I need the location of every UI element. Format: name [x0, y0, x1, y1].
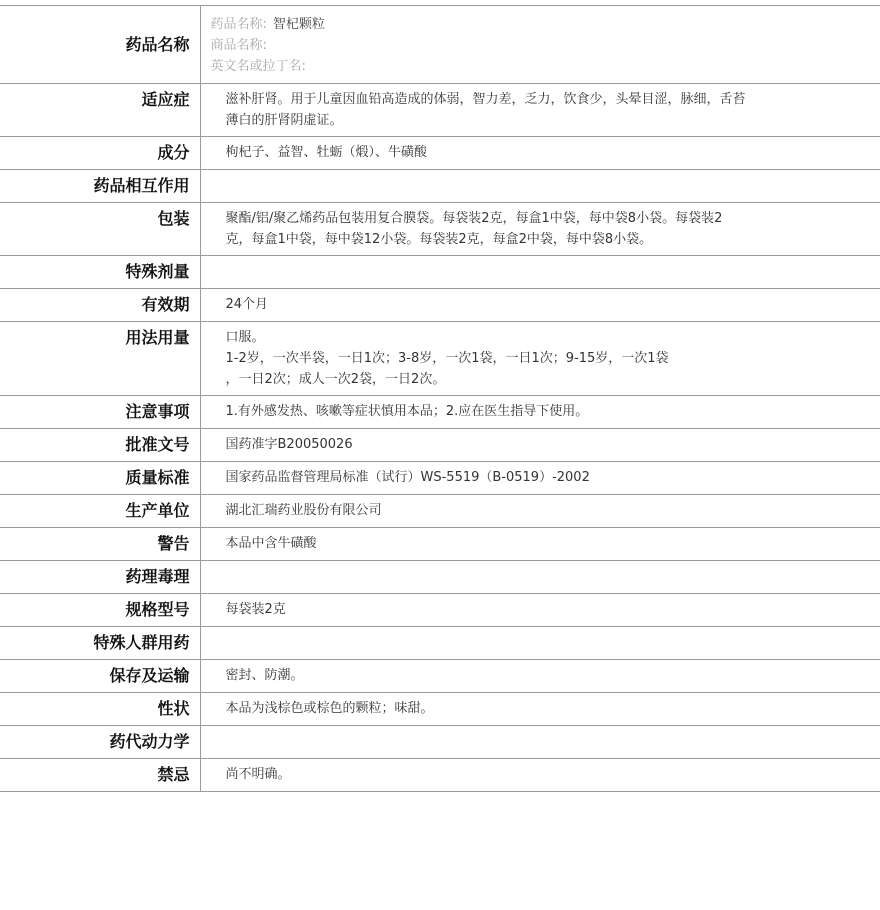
row-label: 包装 [157, 209, 190, 228]
row-value-cell [200, 396, 880, 429]
table-row [0, 693, 880, 726]
generic-name-line [211, 14, 880, 35]
table-row [0, 170, 880, 203]
row-value-cell [200, 137, 880, 170]
row-value-line: 克，每盒1中袋，每中袋12小袋。每袋装2克，每盒2中袋，每中袋8小袋。 [225, 232, 653, 247]
row-label: 药代动力学 [109, 732, 190, 751]
row-value-line: 密封、防潮。 [225, 668, 304, 683]
row-label-cell [0, 462, 200, 495]
row-label-cell [0, 759, 200, 792]
table-row [0, 203, 880, 256]
table-row [0, 289, 880, 322]
row-label-cell [0, 429, 200, 462]
drug-info-table-body [0, 6, 880, 792]
row-label: 药品名称 [125, 35, 190, 54]
row-value-cell [200, 693, 880, 726]
row-label: 批准文号 [125, 435, 190, 454]
table-row [0, 660, 880, 693]
row-value-line: 尚不明确。 [225, 767, 291, 782]
row-value-cell [200, 594, 880, 627]
table-row [0, 322, 880, 396]
row-label: 药品相互作用 [93, 176, 190, 195]
table-row [0, 627, 880, 660]
row-value-line: 本品中含牛磺酸 [225, 536, 317, 551]
table-row [0, 561, 880, 594]
row-value-cell [200, 256, 880, 289]
row-value-cell [200, 759, 880, 792]
row-label-cell [0, 170, 200, 203]
table-row [0, 137, 880, 170]
row-label: 适应症 [141, 90, 190, 109]
row-value-line: 每袋装2克 [225, 602, 286, 617]
trade-name-line [211, 35, 880, 56]
row-label: 警告 [157, 534, 190, 553]
row-label-cell [0, 84, 200, 137]
row-label: 禁忌 [157, 765, 190, 784]
row-value-line: 1-2岁，一次半袋，一日1次；3-8岁，一次1袋，一日1次；9-15岁，一次1袋 [225, 351, 669, 366]
drug-name-value-cell [200, 6, 880, 84]
row-label: 成分 [157, 143, 190, 162]
table-row [0, 528, 880, 561]
row-label-cell [0, 660, 200, 693]
row-label-cell [0, 594, 200, 627]
row-value-line: 湖北汇瑞药业股份有限公司 [225, 503, 382, 518]
row-value-cell [200, 528, 880, 561]
trade-name-label: 商品名称: [210, 38, 267, 53]
row-value-line: 24个月 [225, 297, 269, 312]
table-row [0, 429, 880, 462]
row-value-line: 枸杞子、益智、牡蛎（煅）、牛磺酸 [225, 145, 428, 160]
row-label-cell [0, 726, 200, 759]
row-value-line: 滋补肝肾。用于儿童因血铅高造成的体弱，智力差，乏力，饮食少，头晕目涩，脉细，舌苔 [225, 92, 746, 107]
drug-name-row [0, 6, 880, 84]
row-label: 用法用量 [125, 328, 190, 347]
row-label-cell [0, 495, 200, 528]
row-label-cell [0, 137, 200, 170]
row-value-cell [200, 322, 880, 396]
row-value-line: 口服。 [225, 330, 265, 345]
row-label-cell [0, 289, 200, 322]
row-value-line: ，一日2次；成人一次2袋，一日2次。 [225, 372, 446, 387]
row-label: 保存及运输 [109, 666, 190, 685]
table-row [0, 726, 880, 759]
row-value-cell [200, 627, 880, 660]
row-value-cell [200, 561, 880, 594]
row-value-cell [200, 495, 880, 528]
row-value-cell [200, 170, 880, 203]
english-name-line [211, 56, 880, 77]
row-label: 有效期 [141, 295, 190, 314]
table-row [0, 462, 880, 495]
row-value-cell [200, 462, 880, 495]
row-label-cell [0, 528, 200, 561]
table-row [0, 84, 880, 137]
row-value-line: 1.有外感发热、咳嗽等症状慎用本品；2.应在医生指导下使用。 [225, 404, 589, 419]
table-row [0, 759, 880, 792]
row-label-cell [0, 693, 200, 726]
row-value-cell [200, 726, 880, 759]
table-row [0, 594, 880, 627]
row-value-line: 聚酯/铝/聚乙烯药品包装用复合膜袋。每袋装2克，每盒1中袋，每中袋8小袋。每袋装2 [225, 211, 723, 226]
table-row [0, 396, 880, 429]
row-label: 特殊人群用药 [93, 633, 190, 652]
row-label-cell [0, 396, 200, 429]
row-label: 特殊剂量 [125, 262, 190, 281]
row-label: 质量标准 [125, 468, 190, 487]
row-value-cell [200, 84, 880, 137]
generic-name-label: 药品名称: [210, 17, 267, 32]
drug-info-table [0, 5, 880, 792]
row-value-cell [200, 289, 880, 322]
row-value-cell [200, 660, 880, 693]
row-label: 规格型号 [125, 600, 190, 619]
row-label-cell [0, 322, 200, 396]
generic-name-value: 智杞颗粒 [272, 17, 325, 32]
row-label-cell [0, 203, 200, 256]
row-label-cell [0, 6, 200, 84]
row-label: 性状 [157, 699, 190, 718]
row-label: 生产单位 [125, 501, 190, 520]
table-row [0, 256, 880, 289]
row-label-cell [0, 627, 200, 660]
english-name-label: 英文名或拉丁名: [210, 59, 306, 74]
row-value-line: 国家药品监督管理局标准（试行）WS-5519（B-0519）-2002 [225, 470, 590, 485]
row-label: 药理毒理 [125, 567, 190, 586]
row-value-line: 国药准字B20050026 [225, 437, 353, 452]
row-label-cell [0, 561, 200, 594]
row-label: 注意事项 [125, 402, 190, 421]
row-value-cell [200, 203, 880, 256]
table-row [0, 495, 880, 528]
row-label-cell [0, 256, 200, 289]
row-value-cell [200, 429, 880, 462]
row-value-line: 本品为浅棕色或棕色的颗粒；味甜。 [225, 701, 434, 716]
row-value-line: 薄白的肝肾阴虚证。 [225, 113, 343, 128]
